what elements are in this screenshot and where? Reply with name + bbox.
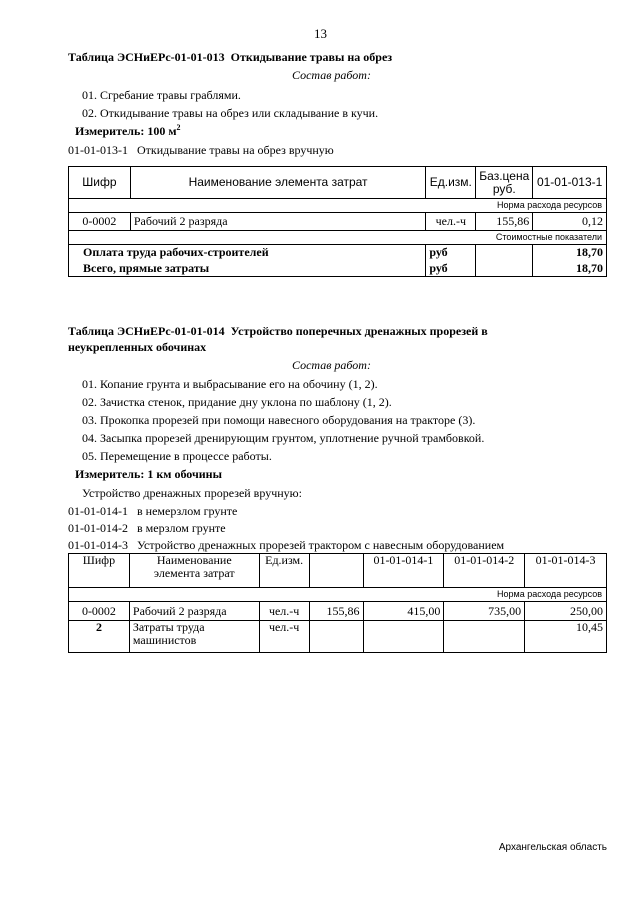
table-014-measure: Измеритель: 1 км обочины (75, 467, 222, 481)
table-013-title: Таблица ЭСНиЕРс-01-01-013 Откидывание травы на обрез (68, 50, 393, 64)
footer-region: Архангельская область (498, 842, 607, 853)
table-row (69, 621, 607, 653)
table-014-step-5: 05. Перемещение в процессе работы. (82, 449, 272, 463)
total-unit: руб (426, 245, 476, 261)
table-013-step-1: 01. Сгребание травы граблями. (82, 88, 241, 102)
cell-norm-2 (444, 621, 525, 653)
header-code: Шифр (69, 167, 131, 199)
cell-code: 0-0002 (69, 602, 130, 621)
table-014-step-1: 01. Копание грунта и выбрасывание его на обочину (1, 2). (82, 377, 378, 391)
table-014-header-row (69, 554, 607, 588)
header-base-price: Баз.цена руб. (476, 167, 533, 199)
table-014-code-2: 01-01-014-2 в мерзлом грунте (68, 521, 226, 535)
page-number: 13 (314, 26, 327, 41)
table-014-step-4: 04. Засыпка прорезей дренирующим грунтом, уплотнение ручной трамбовкой. (82, 431, 485, 445)
header-name: Наименование элемента затрат (129, 554, 259, 588)
table-014-title: Таблица ЭСНиЕРс-01-01-014 Устройство поперечных дренажных прорезей в (68, 324, 488, 338)
header-norm-code-3: 01-01-014-3 (525, 554, 607, 588)
header-norm-code-2: 01-01-014-2 (444, 554, 525, 588)
cell-name: Рабочий 2 разряда (129, 602, 259, 621)
cell-norm-3: 250,00 (525, 602, 607, 621)
norm-label: Норма расхода ресурсов (69, 588, 607, 602)
table-row (69, 213, 607, 231)
total-empty (476, 245, 533, 261)
table-014 (68, 553, 607, 653)
table-014-norm-row (69, 588, 607, 602)
cell-unit: чел.-ч (426, 213, 476, 231)
cell-norm-2: 735,00 (444, 602, 525, 621)
total-label: Оплата труда рабочих-строителей (69, 245, 426, 261)
cost-label: Стоимостные показатели (69, 231, 607, 245)
total-value: 18,70 (533, 245, 607, 261)
cell-norm: 0,12 (533, 213, 607, 231)
header-unit: Ед.изм. (426, 167, 476, 199)
header-norm-code: 01-01-013-1 (533, 167, 607, 199)
table-014-composition-title: Состав работ: (292, 358, 371, 372)
table-013-header-row (69, 167, 607, 199)
cell-price: 155,86 (476, 213, 533, 231)
table-013-norm-row (69, 199, 607, 213)
cell-norm-1: 415,00 (363, 602, 444, 621)
table-row (69, 261, 607, 277)
cell-norm-3: 10,45 (525, 621, 607, 653)
table-row (69, 602, 607, 621)
cell-price: 155,86 (309, 602, 363, 621)
cell-code: 2 (69, 621, 130, 653)
cell-code: 0-0002 (69, 213, 131, 231)
cell-unit: чел.-ч (259, 621, 309, 653)
table-013-cost-row (69, 231, 607, 245)
table-014-subtitle: Устройство дренажных прорезей вручную: (82, 486, 302, 500)
cell-unit: чел.-ч (259, 602, 309, 621)
cell-norm-1 (363, 621, 444, 653)
header-norm-code-1: 01-01-014-1 (363, 554, 444, 588)
header-code: Шифр (69, 554, 130, 588)
total-unit: руб (426, 261, 476, 277)
table-014-code-1: 01-01-014-1 в немерзлом грунте (68, 504, 238, 518)
norm-label: Норма расхода ресурсов (69, 199, 607, 213)
table-014-step-2: 02. Зачистка стенок, придание дну уклона по шаблону (1, 2). (82, 395, 392, 409)
table-row (69, 245, 607, 261)
total-value: 18,70 (533, 261, 607, 277)
cell-name: Рабочий 2 разряда (130, 213, 425, 231)
table-013 (68, 166, 607, 277)
cell-price (309, 621, 363, 653)
table-014-title-line2: неукрепленных обочинах (68, 340, 207, 354)
table-013-measure: Измеритель: 100 $м^2$ (75, 123, 181, 138)
table-013-code-line: 01-01-013-1 Откидывание травы на обрез вручную (68, 143, 334, 157)
table-014-code-3: 01-01-014-3 Устройство дренажных прорезей трактором с навесным оборудованием (68, 538, 505, 552)
total-empty (476, 261, 533, 277)
cell-name: Затраты труда машинистов (129, 621, 259, 653)
table-013-composition-title: Состав работ: (292, 68, 371, 82)
header-name: Наименование элемента затрат (130, 167, 425, 199)
header-base-price (309, 554, 363, 588)
table-013-step-2: 02. Откидывание травы на обрез или складывание в кучи. (82, 106, 379, 120)
total-label: Всего, прямые затраты (69, 261, 426, 277)
header-unit: Ед.изм. (259, 554, 309, 588)
table-014-step-3: 03. Прокопка прорезей при помощи навесного оборудования на тракторе (3). (82, 413, 476, 427)
